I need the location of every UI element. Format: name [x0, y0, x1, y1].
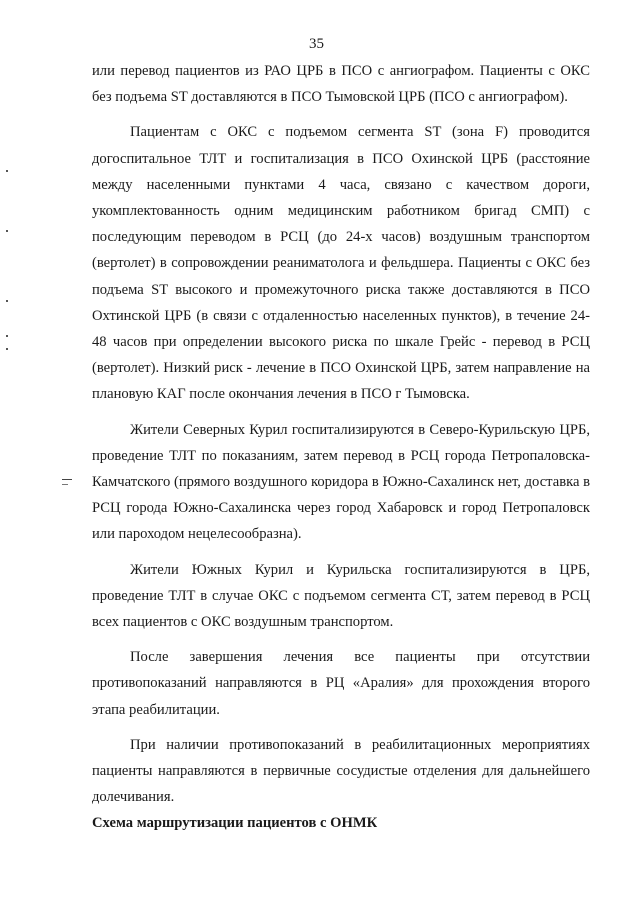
margin-dash-mark — [62, 479, 72, 480]
paragraph-rehabilitation: После завершения лечения все пациенты при отсутствии противопоказаний направляются в РЦ «Аралия» для прохождения второго этапа реабилитации. — [92, 649, 590, 718]
document-body — [92, 58, 590, 837]
paragraph-continuation: или перевод пациентов из РАО ЦРБ в ПСО с ангиографом. Пациенты с ОКС без подъема ST доставляются в ПСО Тымовской ЦРБ (ПСО с ангиографом). — [92, 63, 590, 106]
paragraph-contraindications: При наличии противопоказаний в реабилитационных мероприятиях пациенты направляются в первичные сосудистые отделения для дальнейшего долечивания. — [92, 736, 590, 806]
section-heading: Схема маршрутизации пациентов с ОНМК — [92, 815, 378, 832]
paragraph-north-kurils: Жители Северных Курил госпитализируются в Северо-Курильскую ЦРБ, проведение ТЛТ по показаниям, затем перевод в РСЦ города Петропаловска-Камчатского (прямого воздушного коридора в Южно-Сахалинск нет, доставка в РСЦ города Южно-Сахалинска через город Хабаровск и город Петропаловск или пароходом нецелесообразна). — [92, 421, 590, 543]
paragraph-south-kurils: Жители Южных Курил и Курильска госпитализируются в ЦРБ, проведение ТЛТ в случае ОКС с подъемом сегмента СТ, затем перевод в РСЦ всех пациентов с ОКС воздушным транспортом. — [92, 561, 590, 631]
page-number: 35 — [309, 36, 324, 52]
paragraph-st-elevation: Пациентам с ОКС с подъемом сегмента ST (зона F) проводится догоспитальное ТЛТ и госпитализация в ПСО Охинской ЦРБ (расстояние между населенными пунктами 4 часа, связано с качеством дороги, укомплектованность одним медицинским работником бригад СМП) с последующим переводом в РСЦ (до 24-х часов) воздушным транспортом (вертолет) в сопровождении реаниматолога и фельдшера. Пациенты с ОКС без подъема ST высокого и промежуточного риска также доставляются в ПСО Охтинской ЦРБ (в связи с отдаленностью населенных пунктов), в течение 24-48 часов при определении высокого риска по шкале Грейс - перевод в РСЦ (вертолет). Низкий риск - лечение в ПСО Охинской ЦРБ, затем направление на плановую КАГ после окончания лечения в ПСО г Тымовска. — [92, 124, 590, 403]
margin-dash-mark-2 — [62, 484, 68, 485]
